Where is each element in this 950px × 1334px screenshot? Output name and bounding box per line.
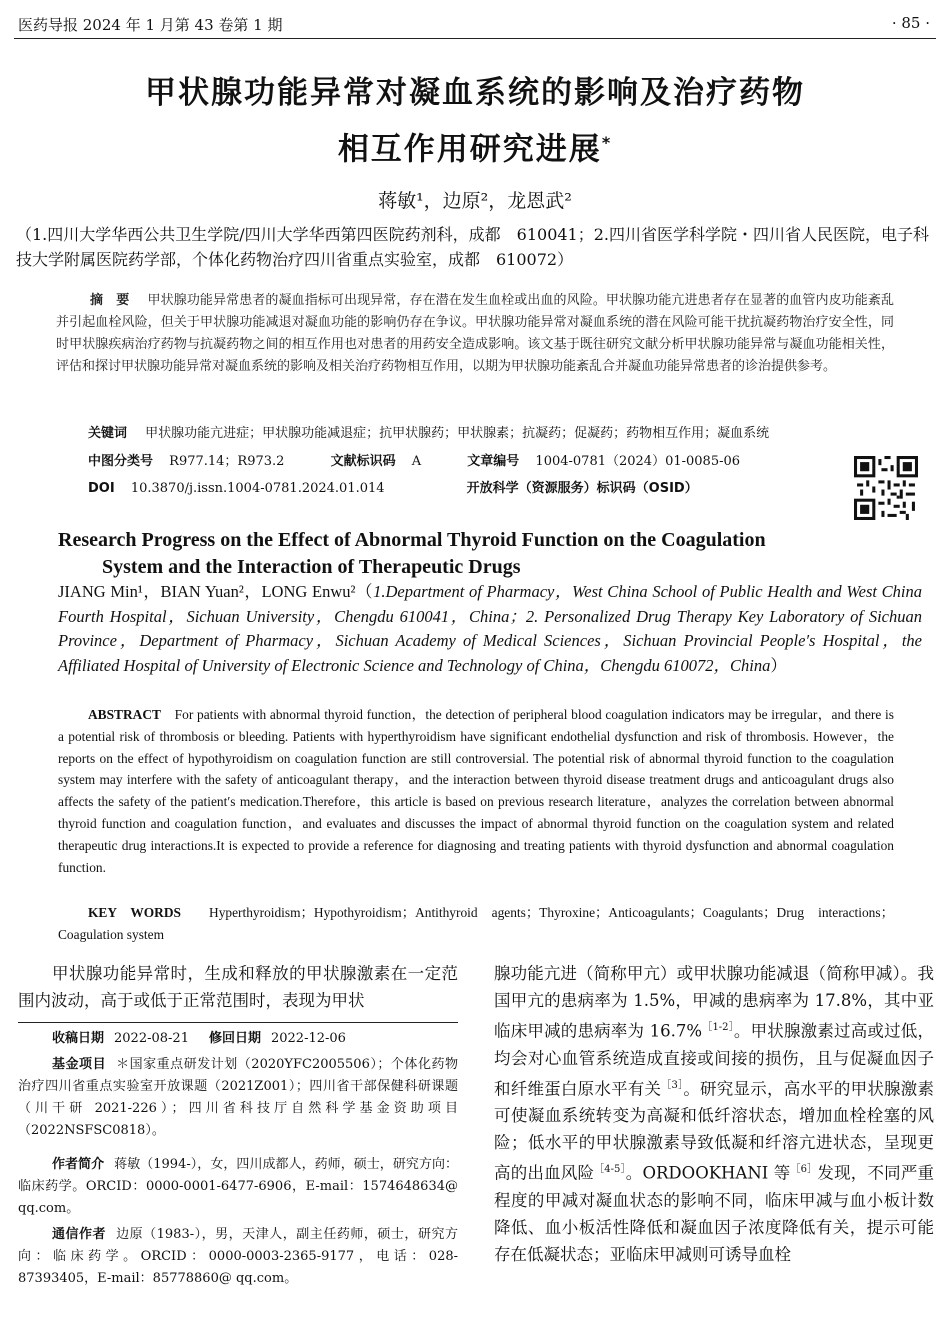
header-rule bbox=[14, 38, 936, 39]
keywords-en-label: KEY WORDS bbox=[88, 905, 181, 920]
keywords-zh-text: 甲状腺功能亢进症；甲状腺功能减退症；抗甲状腺药；甲状腺素；抗凝药；促凝药；药物相互作用；凝血系统 bbox=[145, 426, 770, 441]
corresponding-label: 通信作者 bbox=[52, 1227, 107, 1242]
doi-label: DOI bbox=[88, 481, 115, 496]
abstract-zh bbox=[56, 290, 894, 378]
keywords-en-text: Hyperthyroidism；Hypothyroidism；Antithyroid agents；Thyroxine；Anticoagulants；Coagulants；Drug interactions；Coagulation system bbox=[58, 905, 894, 942]
clc-value: R977.14；R973.2 bbox=[169, 454, 285, 469]
doi-value[interactable]: 10.3870/j.issn.1004-0781.2024.01.014 bbox=[130, 481, 385, 496]
qr-code-icon[interactable] bbox=[854, 456, 918, 520]
keywords-en bbox=[58, 902, 894, 946]
revised-label: 修回日期 bbox=[208, 1031, 261, 1046]
col2-text-4: 。ORDOOKHANI 等 bbox=[625, 1163, 791, 1183]
abstract-en-label: ABSTRACT bbox=[88, 707, 161, 722]
author-bio-text: 蒋敏（1994-），女，四川成都人，药师，硕士，研究方向：临床药学。ORCID：0000-0001-6477-6906，E-mail：1574648634@ qq.com。 bbox=[18, 1157, 458, 1216]
article-no-value: 1004-0781（2024）01-0085-06 bbox=[535, 454, 741, 469]
abstract-zh-label: 摘 要 bbox=[90, 293, 130, 308]
title-line-2-text: 相互作用研究进展 bbox=[337, 131, 602, 168]
title-line-2 bbox=[40, 118, 910, 174]
body-column-1: 甲状腺功能异常时，生成和释放的甲状腺激素在一定范围内波动，高于或低于正常范围时，表现为甲状 bbox=[18, 964, 458, 1010]
authors-en-names: JIANG Min¹，BIAN Yuan²，LONG Enwu²（ bbox=[58, 582, 374, 601]
authors-en-close: ） bbox=[770, 655, 787, 675]
clc-label: 中图分类号 bbox=[88, 454, 154, 469]
footnote-author bbox=[18, 1154, 458, 1220]
authors-en-affiliations: 1.Department of Pharmacy，West China School of Public Health and West China Fourth Hospital，Sichuan University，Chengdu 610041，China；2. Personalized Drug Therapy Key Laboratory of Sichuan Province，Department of Pharmacy，Sichuan Academy of Medical Sciences，Sichuan Provincial People′s Hospital，the Affiliated Hospital of University of Electronic Science and Technology of China，Chengdu 610072，China bbox=[58, 582, 922, 675]
corresponding-text: 边原（1983-），男，天津人，副主任药师，硕士，研究方向：临床药学。ORCID：0000-0003-2365-9177，电话：028-87393405，E-mail：85778860@ qq.com。 bbox=[18, 1227, 458, 1286]
meta-line-2 bbox=[88, 477, 710, 496]
footnote-dates bbox=[18, 1028, 458, 1050]
fund-text: ＊国家重点研发计划（2020YFC2005506）；个体化药物治疗四川省重点实验室开放课题（2021Z001）；四川省干部保健科研课题（川干研 2021-226）；四川省科技厅自然科学基金资助项目（2022NSFSC0818）。 bbox=[18, 1057, 458, 1138]
citation-4-5[interactable]: ［4-5］ bbox=[594, 1164, 626, 1175]
title-en-line-2: System and the Interaction of Therapeutic Drugs bbox=[102, 556, 521, 578]
title-star: * bbox=[601, 133, 613, 152]
received-date: 2022-08-21 bbox=[114, 1031, 189, 1046]
col2-text-1: 腺功能亢进（简称甲亢）或甲状腺功能减退（简称甲减）。我国甲亢的患病率为 1.5%，甲减的患病率为 17.8%，其中亚临床甲减的患病率为 16.7% bbox=[494, 964, 934, 1041]
received-label: 收稿日期 bbox=[52, 1031, 105, 1046]
footnote-rule bbox=[18, 1022, 458, 1023]
col2-text-2: 。甲状腺激素过高或过低，均会对心血管系统造成直接或间接的损伤，且与促凝血因子和纤维蛋白原水平有关 bbox=[494, 1021, 934, 1098]
abstract-en-text: For patients with abnormal thyroid function，the detection of peripheral blood coagulation indicators may be irregular，and there is a potential risk of thrombosis or bleeding. Patients with hyperthyroidism have significant endothelial dysfunction and risk of thrombosis. However，the reports on the effect of hypothyroidism on coagulation function are still controversial. The potential risk of abnormal thyroid function to the coagulation system may interfere with the safety of anticoagulant therapy，and the interaction between thyroid disease treatment drugs and anticoagulant drugs also affects the safety of the patient′s medication.Therefore，this article is based on previous research literature，analyzes the correlation between abnormal thyroid function and coagulation function，and evaluates and discusses the impact of abnormal thyroid function on the coagulation system and related therapeutic drug interactions.It is expected to provide a reference for diagnosing and treating patients with thyroid dysfunction and abnormal coagulation function. bbox=[58, 707, 894, 875]
citation-6[interactable]: ［6］ bbox=[790, 1164, 818, 1175]
journal-header: 医药导报 2024 年 1 月第 43 卷第 1 期 bbox=[18, 16, 283, 34]
fund-label: 基金项目 bbox=[52, 1057, 107, 1072]
revised-date: 2022-12-06 bbox=[270, 1031, 346, 1046]
affiliations-zh: （1.四川大学华西公共卫生学院/四川大学华西第四医院药剂科，成都 610041；2.四川省医学科学院・四川省人民医院，电子科技大学附属医院药学部，个体化药物治疗四川省重点实验室，成都 610072） bbox=[16, 225, 930, 269]
col2-text-5: 发现，不同严重程度的甲减对凝血状态的影响不同，临床甲减与血小板计数降低、血小板活性降低和凝血因子浓度降低有关，提示可能存在低凝状态；亚临床甲减则可诱导血栓 bbox=[494, 1163, 934, 1264]
footnote-fund bbox=[18, 1054, 458, 1142]
citation-1-2[interactable]: ［1-2］ bbox=[702, 1022, 734, 1033]
col2-text-3: 。研究显示，高水平的甲状腺激素可使凝血系统转变为高凝和低纤溶状态，增加血栓栓塞的风险；低水平的甲状腺激素导致低凝和纤溶亢进状态，呈现更高的出血风险 bbox=[494, 1079, 935, 1183]
authors-en bbox=[58, 580, 922, 678]
body-column-2 bbox=[494, 960, 934, 1268]
footnote-corresponding bbox=[18, 1224, 458, 1290]
page-number: · 85 · bbox=[891, 14, 930, 32]
keywords-zh-label: 关键词 bbox=[88, 426, 128, 441]
citation-3[interactable]: ［3］ bbox=[661, 1079, 684, 1091]
article-title-en bbox=[58, 527, 870, 581]
title-line-1: 甲状腺功能异常对凝血系统的影响及治疗药物 bbox=[145, 75, 805, 111]
doc-code-value: A bbox=[411, 454, 422, 469]
keywords-zh bbox=[88, 422, 910, 441]
doc-code-label: 文献标识码 bbox=[330, 454, 396, 469]
author-bio-label: 作者简介 bbox=[52, 1157, 105, 1172]
article-no-label: 文章编号 bbox=[467, 454, 520, 469]
abstract-en bbox=[58, 704, 894, 878]
article-title bbox=[40, 68, 910, 174]
title-en-line-1: Research Progress on the Effect of Abnormal Thyroid Function on the Coagulation bbox=[58, 529, 766, 551]
abstract-zh-text: 甲状腺功能异常患者的凝血指标可出现异常，存在潜在发生血栓或出血的风险。甲状腺功能亢进患者存在显著的血管内皮功能紊乱并引起血栓风险，但关于甲状腺功能减退对凝血功能的影响仍存在争议。甲状腺功能异常对凝血系统的潜在风险可能干扰抗凝药物治疗安全性，同时甲状腺疾病治疗药物与抗凝药物之间的相互作用也对患者的用药安全造成影响。该文基于既往研究文献分析甲状腺功能异常与凝血功能相关性，评估和探讨甲状腺功能异常对凝血系统的影响及相关治疗药物相互作用，以期为甲状腺功能紊乱合并凝血功能异常患者的诊治提供参考。 bbox=[56, 293, 894, 374]
meta-line-1 bbox=[88, 450, 752, 469]
osid-label: 开放科学（资源服务）标识码（OSID） bbox=[466, 481, 698, 496]
authors-zh: 蒋敏¹，边原²，龙恩武² bbox=[378, 190, 572, 212]
